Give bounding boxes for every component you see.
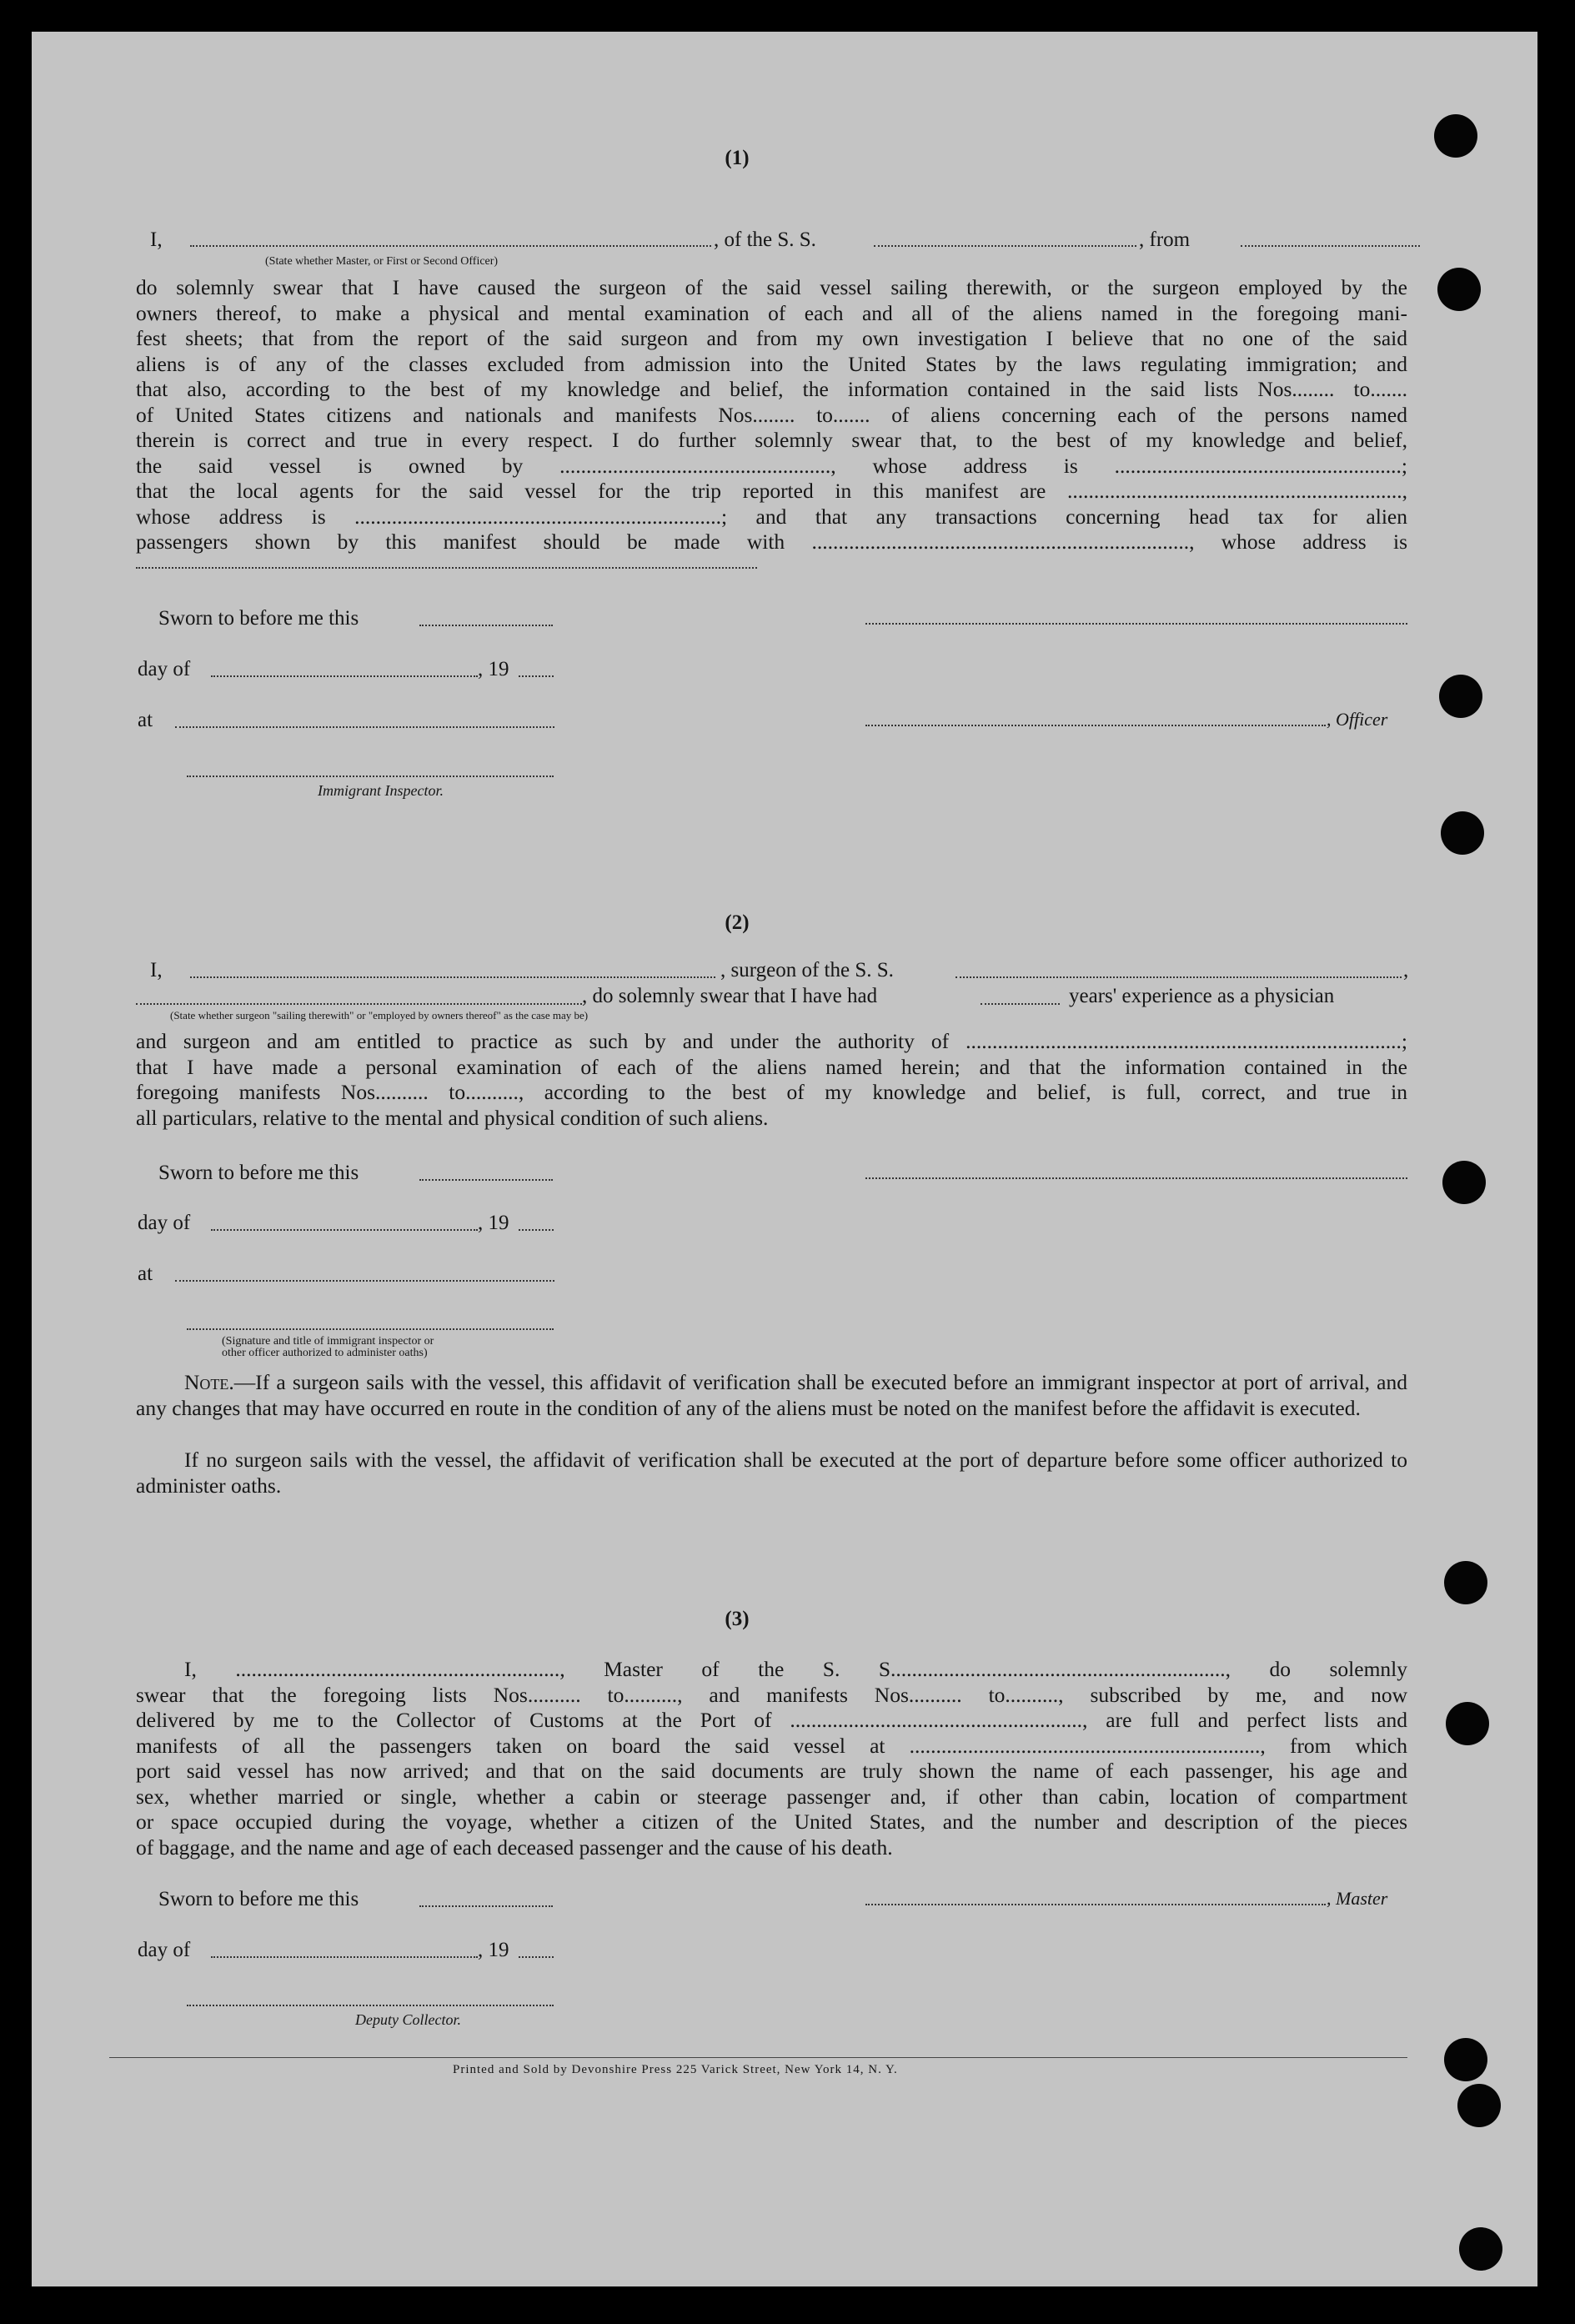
- section-2-line1-end: ,: [1403, 959, 1409, 981]
- blank-years: [981, 1003, 1060, 1005]
- blank-year: [519, 1229, 554, 1231]
- section-2-line2-end: years' experience as a physician: [1069, 985, 1335, 1007]
- blank-surgeon-name: [190, 976, 715, 978]
- form-page: [32, 32, 1537, 2286]
- year-label: , 19: [478, 1939, 509, 1961]
- blank-officer-name: [190, 245, 711, 247]
- text-line: all particulars, relative to the mental and physical condition of such aliens.: [136, 1105, 769, 1130]
- blank-officer-signature: [865, 725, 1326, 726]
- section-3-oath-text: [136, 1657, 1407, 1860]
- blank-day: [211, 1229, 478, 1231]
- printer-credit: Printed and Sold by Devonshire Press 225 Varick Street, New York 14, N. Y.: [453, 2063, 898, 2076]
- punch-hole: [1437, 268, 1481, 311]
- punch-hole: [1444, 1561, 1487, 1604]
- blank-ship-name: [874, 245, 1136, 247]
- master-title: , Master: [1327, 1888, 1388, 1909]
- text-line: that also, according to the best of my knowledge and belief, the information contained in the said lists Nos........ to.......: [136, 377, 1407, 401]
- signature-caption: (Signature and title of immigrant inspector or: [222, 1335, 434, 1348]
- text-line: owners thereof, to make a physical and mental examination of each and all of the aliens named in the foregoing mani-: [136, 300, 1407, 325]
- text-line: do solemnly swear that I have caused the surgeon of the said vessel sailing therewith, or the surgeon employed by the: [136, 275, 1407, 299]
- blank-master-signature: [865, 623, 1407, 625]
- blank-at-place: [175, 1280, 554, 1282]
- text-line: port said vessel has now arrived; and that on the said documents are truly shown the name of each passenger, his age and: [136, 1759, 1407, 1783]
- section-2-line2-mid: , do solemnly swear that I have had: [582, 985, 878, 1007]
- text-line: delivered by me to the Collector of Customs at the Port of ......................................................., are full and perfect lists and: [136, 1708, 1407, 1732]
- blank-year: [519, 675, 554, 677]
- punch-hole: [1444, 2038, 1487, 2081]
- blank-surgeon-status: [136, 1003, 582, 1005]
- punch-hole: [1442, 1161, 1486, 1204]
- text-line: foregoing manifests Nos.......... to.........., according to the best of my knowledge and belief, is full, correct, and true in: [136, 1080, 1407, 1104]
- text-line: of United States citizens and nationals and manifests Nos........ to....... of aliens concerning each of the persons named: [136, 402, 1407, 427]
- note-paragraph: [136, 1369, 1407, 1421]
- text-line: and surgeon and am entitled to practice as such by and under the authority of ..................................................................................;: [136, 1029, 1407, 1053]
- text-line: swear that the foregoing lists Nos.......... to.........., and manifests Nos.......... to.........., subscribed by me, and now: [136, 1682, 1407, 1707]
- text-line: of baggage, and the name and age of each deceased passenger and the cause of his death.: [136, 1835, 893, 1860]
- text-line: fest sheets; that from the report of the said surgeon and from my own investigation I believe that no one of the said: [136, 326, 1407, 350]
- section-2-oath-text: [136, 1029, 1407, 1131]
- text-line: I, ............................................................., Master of the S. S..............................................................., do solemnly: [184, 1657, 1407, 1681]
- deputy-title: Deputy Collector.: [355, 2011, 461, 2028]
- day-of-label: day of: [138, 658, 191, 680]
- punch-hole: [1441, 811, 1484, 855]
- note-paragraph-2: [136, 1447, 1407, 1498]
- blank-day: [211, 1956, 478, 1958]
- text-line: therein is correct and true in every respect. I do further solemnly swear that, to the best of my knowledge and belief,: [136, 428, 1407, 452]
- blank-from-port: [1241, 245, 1420, 247]
- year-label: , 19: [478, 658, 509, 680]
- note-text: —If a surgeon sails with the vessel, this affidavit of verification shall be executed before an immigrant inspector at port of arrival, and any changes that may have occurred en route in the condition of any of the aliens must be noted on the manifest before the affidavit is executed.: [136, 1370, 1407, 1420]
- text-line: whose address is .....................................................................; and that any transactions concerning head tax for alien: [136, 504, 1407, 529]
- blank-surgeon-signature: [865, 1177, 1407, 1179]
- sworn-label: Sworn to before me this: [158, 1888, 359, 1910]
- blank-master-signature: [865, 1904, 1326, 1905]
- text-line: the said vessel is owned by ..................................................., whose address is ......................................................;: [136, 453, 1407, 478]
- text-line: sex, whether married or single, whether a cabin or steerage passenger and, if other than cabin, location of compartment: [136, 1784, 1407, 1809]
- note-text: If no surgeon sails with the vessel, the affidavit of verification shall be executed at the port of departure before some officer authorized to administer oaths.: [136, 1448, 1407, 1498]
- punch-hole: [1434, 114, 1477, 158]
- text-line: passengers shown by this manifest should be made with ......................................................................., whose address is: [136, 530, 1407, 554]
- blank-inspector-signature: [187, 776, 554, 777]
- punch-hole: [1459, 2227, 1502, 2271]
- officer-caption: (State whether Master, or First or Second Officer): [265, 255, 499, 268]
- at-label: at: [138, 709, 153, 731]
- blank-sworn-date: [419, 625, 553, 626]
- section-2-line1-start: I,: [150, 959, 163, 981]
- text-line: aliens is of any of the classes excluded from admission into the United States by the laws regulating immigration; and: [136, 351, 1407, 376]
- note-label: Note.: [184, 1370, 234, 1394]
- blank-year: [519, 1956, 554, 1958]
- text-line: that the local agents for the said vessel for the trip reported in this manifest are ...............................................................,: [136, 479, 1407, 503]
- text-line: manifests of all the passengers taken on board the said vessel at .................................................................., from which: [136, 1733, 1407, 1758]
- year-label: , 19: [478, 1212, 509, 1234]
- blank-sworn-date: [419, 1905, 553, 1907]
- section-1-line1-start: I,: [150, 228, 163, 251]
- section-1-oath-text: [136, 275, 1407, 555]
- section-2-number: (2): [725, 911, 750, 934]
- punch-hole: [1446, 1702, 1489, 1745]
- blank-day: [211, 675, 478, 677]
- at-label: at: [138, 1262, 153, 1285]
- footer-rule: [109, 2057, 1407, 2058]
- section-1-line1-mid: , of the S. S.: [714, 228, 816, 251]
- blank-ship-name-2: [956, 976, 1402, 978]
- section-2-line1-mid: , surgeon of the S. S.: [720, 959, 894, 981]
- blank-agent-address: [136, 567, 757, 569]
- section-1-line1-end: , from: [1139, 228, 1191, 251]
- surgeon-caption: (State whether surgeon "sailing therewith" or "employed by owners thereof" as the case may be): [170, 1009, 589, 1021]
- section-3-number: (3): [725, 1608, 750, 1630]
- signature-caption: other officer authorized to administer oaths): [222, 1347, 428, 1359]
- sworn-label: Sworn to before me this: [158, 1162, 359, 1184]
- sworn-label: Sworn to before me this: [158, 607, 359, 630]
- officer-title: , Officer: [1327, 709, 1388, 730]
- text-line: that I have made a personal examination of each of the aliens named herein; and that the information contained in the: [136, 1054, 1407, 1079]
- blank-collector-signature: [187, 2005, 554, 2006]
- text-line: or space occupied during the voyage, whether a citizen of the United States, and the number and description of the pieces: [136, 1810, 1407, 1834]
- day-of-label: day of: [138, 1212, 191, 1234]
- punch-hole: [1439, 675, 1482, 718]
- blank-inspector-signature: [187, 1328, 554, 1330]
- punch-hole: [1457, 2084, 1501, 2127]
- day-of-label: day of: [138, 1939, 191, 1961]
- blank-sworn-date: [419, 1179, 553, 1181]
- inspector-title: Immigrant Inspector.: [318, 782, 444, 799]
- blank-at-place: [175, 726, 554, 728]
- section-1-number: (1): [725, 147, 750, 169]
